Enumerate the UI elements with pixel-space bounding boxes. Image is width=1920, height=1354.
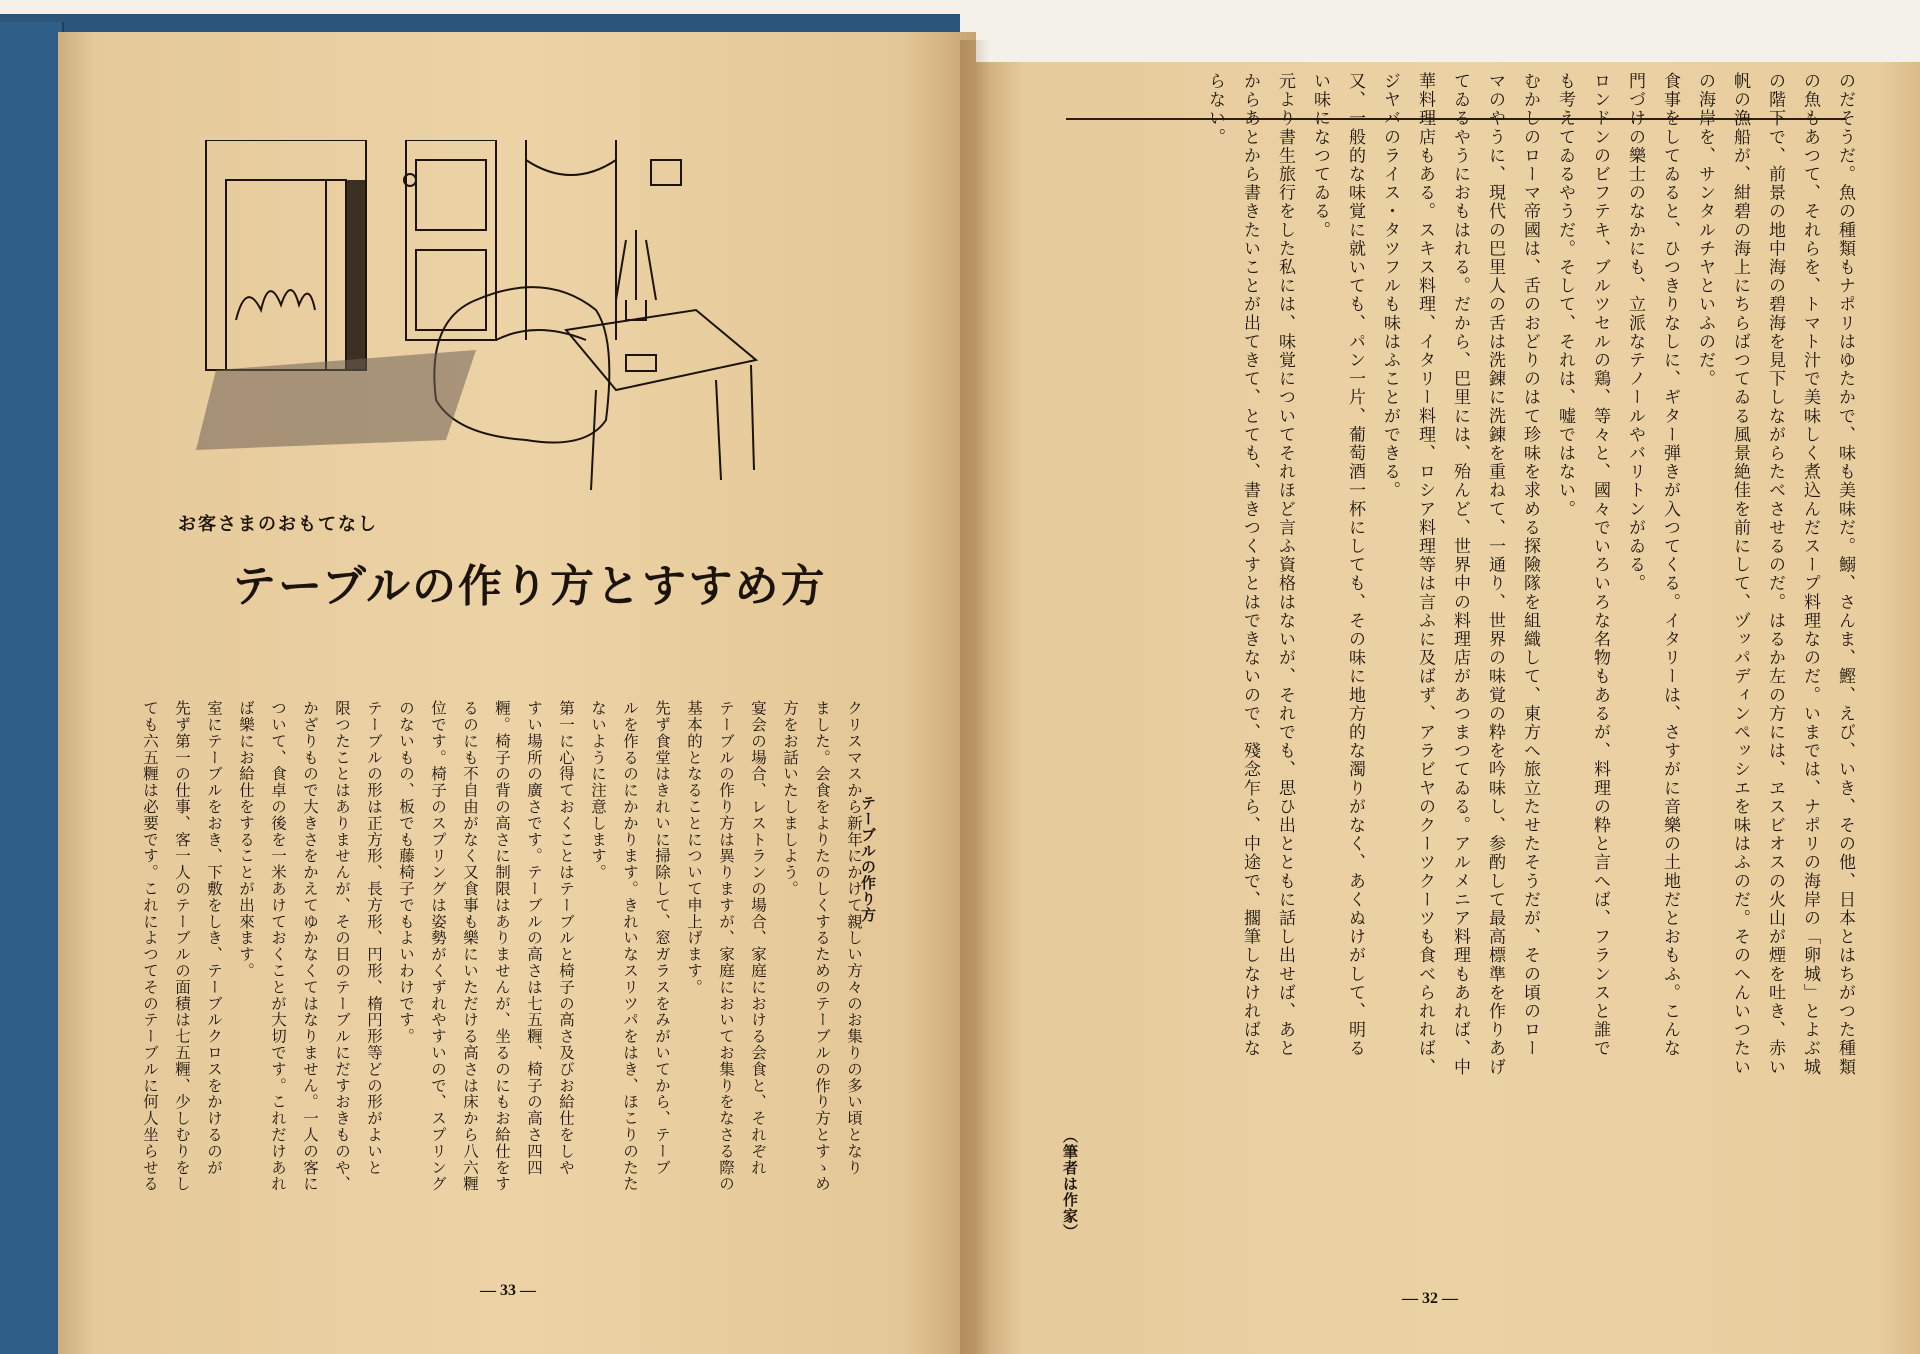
text-line: 第一に心得ておくことはテーブルと椅子の高さ及びお給仕をしや [557,700,575,1176]
author-note: （筆者は作家） [1061,1128,1079,1240]
text-line: 先ず食堂はきれいに掃除して、窓ガラスをみがいてから、テーブ [653,700,671,1176]
text-line: い味になつてゐる。 [1310,72,1330,240]
window-curtain [526,140,616,340]
rug-shadow [196,350,476,450]
right-body-text [992,72,1862,1252]
text-line: のだそうだ。魚の種類もナポリはゆたかで、味も美味だ。鰯、さんま、鰹、えび、いき、その他、日本とはちがつた種類 [1835,72,1855,1077]
text-line: 位です。椅子のスプリングは姿勢がくずれやすいので、スプリング [429,700,447,1192]
text-line: 糎。椅子の背の高さに制限はありませんが、坐るのにもお給仕をす [493,700,511,1192]
text-line: 室にテーブルをおき、下敷をしき、テーブルクロスをかけるのが [205,700,223,1176]
text-line: 華料理店もある。スキス料理、イタリー料理、ロシア料理等は言ふに及ばず、アラビヤのクーツクーツも食べられれば、 [1415,72,1435,1077]
text-line: 先ず第一の仕事、客一人のテーブルの面積は七五糎、少しむりをし [173,700,191,1192]
book-gutter [960,40,990,1354]
text-line: 限つたことはありませんが、その日のテーブルにだすおきものや、 [333,700,351,1192]
candelabra [616,230,656,300]
text-line: 門づけの樂士のなかにも、立派なテノールやバリトンがゐる。 [1625,72,1645,593]
text-line: のないもの、板でも藤椅子でもよいわけです。 [397,700,415,1045]
fire-flames [236,290,315,320]
book-cover-spine [0,22,64,1354]
text-line: クリスマスから新年にかけて親しい方々のお集りの多い頃となり [845,700,863,1176]
text-line: 食事をしてゐると、ひつきりなしに、ギター弾きが入つてくる。イタリーは、さすがに音樂の土地だとおもふ。こんな [1660,72,1680,1058]
text-line: の海岸を、サンタルチヤといふのだ。 [1695,72,1715,389]
brick-pillar [346,180,366,370]
fireplace-opening [226,180,346,370]
text-line: の魚もあつて、それらを、トマト汁で美味しく煮込んだスープ料理なのだ。いまでは、ナポリの海岸の「卵城」とよぶ城 [1800,72,1820,1077]
fireplace-frame [206,140,366,370]
article-title: テーブルの作り方とすすめ方 [232,561,827,612]
text-line: 又、一般的な味覚に就いても、パン一片、葡萄酒一杯にしても、その味に地方的な濁りがなく、あくぬけがして、明る [1345,72,1365,1058]
text-line: ないように注意します。 [589,700,607,881]
text-line: すい場所の廣さです。テーブルの高さは七五糎、椅子の高さ四四 [525,700,543,1176]
fireplace-brick-column [326,180,346,370]
text-line: ロンドンのビフテキ、ブルツセルの鶏、等々と、國々でいろいろな名物もあるが、料理の粋と言へば、フランスと誰で [1590,72,1610,1058]
text-line: も考えてゐるやうだ。そして、それは、嘘ではない。 [1555,72,1575,519]
text-line: むかしのローマ帝國は、舌のおどりのはて珍味を求める探險隊を組織して、東方へ旅立たせたそうだが、その頃のロー [1520,72,1540,1058]
text-line: てゐるやうにおもはれる。だから、巴里には、殆んど、世界中の料理店があつまつてゐる。アルメニア料理もあれば、中 [1450,72,1470,1077]
subheading: テーブルの作り方 [859,795,877,923]
left-body-text [141,700,870,1260]
side-table [566,310,756,390]
text-line: マのやうに、現代の巴里人の舌は洗錬に洗錬を重ねて、一通り、世界の味覚の粋を吟味し、参酌して最高標準を作りあげ [1485,72,1505,1077]
text-line: らない。 [1205,72,1225,147]
text-line: 元より書生旅行をした私には、味覚についてそれほど言ふ資格はないが、それでも、思ひ出とともに話し出せば、あと [1275,72,1295,1058]
page-number-left: — 33 — [480,1282,536,1299]
page-number-right: — 32 — [1402,1290,1458,1307]
text-line: ついて、食卓の後を一米あけておくことが大切です。これだけあれ [269,700,287,1192]
text-line: テーブルの形は正方形、長方形、円形、楕円形等どの形がよいと [365,700,383,1176]
section-label: お客さまのおもてなし [178,514,378,535]
text-line: 宴会の場合、レストランの場合、家庭における会食と、それぞれ [749,700,767,1176]
text-line: の階下で、前景の地中海の碧海を見下しながらたべさせるのだ。はるか左の方には、ヱスビオスの火山が煙を吐き、赤い [1765,72,1785,1077]
text-line: かざりもので大きさをかえてゆかなくてはなりません。一人の客に [301,700,319,1192]
text-line: テーブルの作り方は異りますが、家庭においてお集りをなさる際の [717,700,735,1192]
text-line: からあとから書きたいことが出てきて、とても、書きつくすとはできないので、殘念乍ら、中途で、擱筆しなければな [1240,72,1260,1058]
text-line: ました。会食をよりたのしくするためのテーブルの作り方とすゝめ [813,700,831,1192]
text-line: ルを作るのにかかります。きれいなスリツパをはき、ほこりのたた [621,700,639,1192]
table-box [626,355,656,371]
text-line: 帆の漁船が、紺碧の海上にちらばつてゐる風景絶佳を前にして、ヅッパディンペッシエを味はふのだ。そのへんいつたい [1730,72,1750,1077]
door-panel [406,140,496,340]
text-line: 基本的となることについて申上げます。 [685,700,703,996]
text-line: ジヤバのライス・タツフルも味はふことができる。 [1380,72,1400,500]
text-line: ば樂にお給仕をすることが出來ます。 [237,700,255,979]
living-room-illustration [196,140,866,520]
text-line: るのにも不自由がなく又食事も樂にいただける高さは床から八六糎 [461,700,479,1192]
wall-outlet [651,160,681,185]
text-line: ても六五糎は必要です。これによつてそのテーブルに何人坐らせる [141,700,159,1192]
text-line: 方をお話いたしましよう。 [781,700,799,897]
